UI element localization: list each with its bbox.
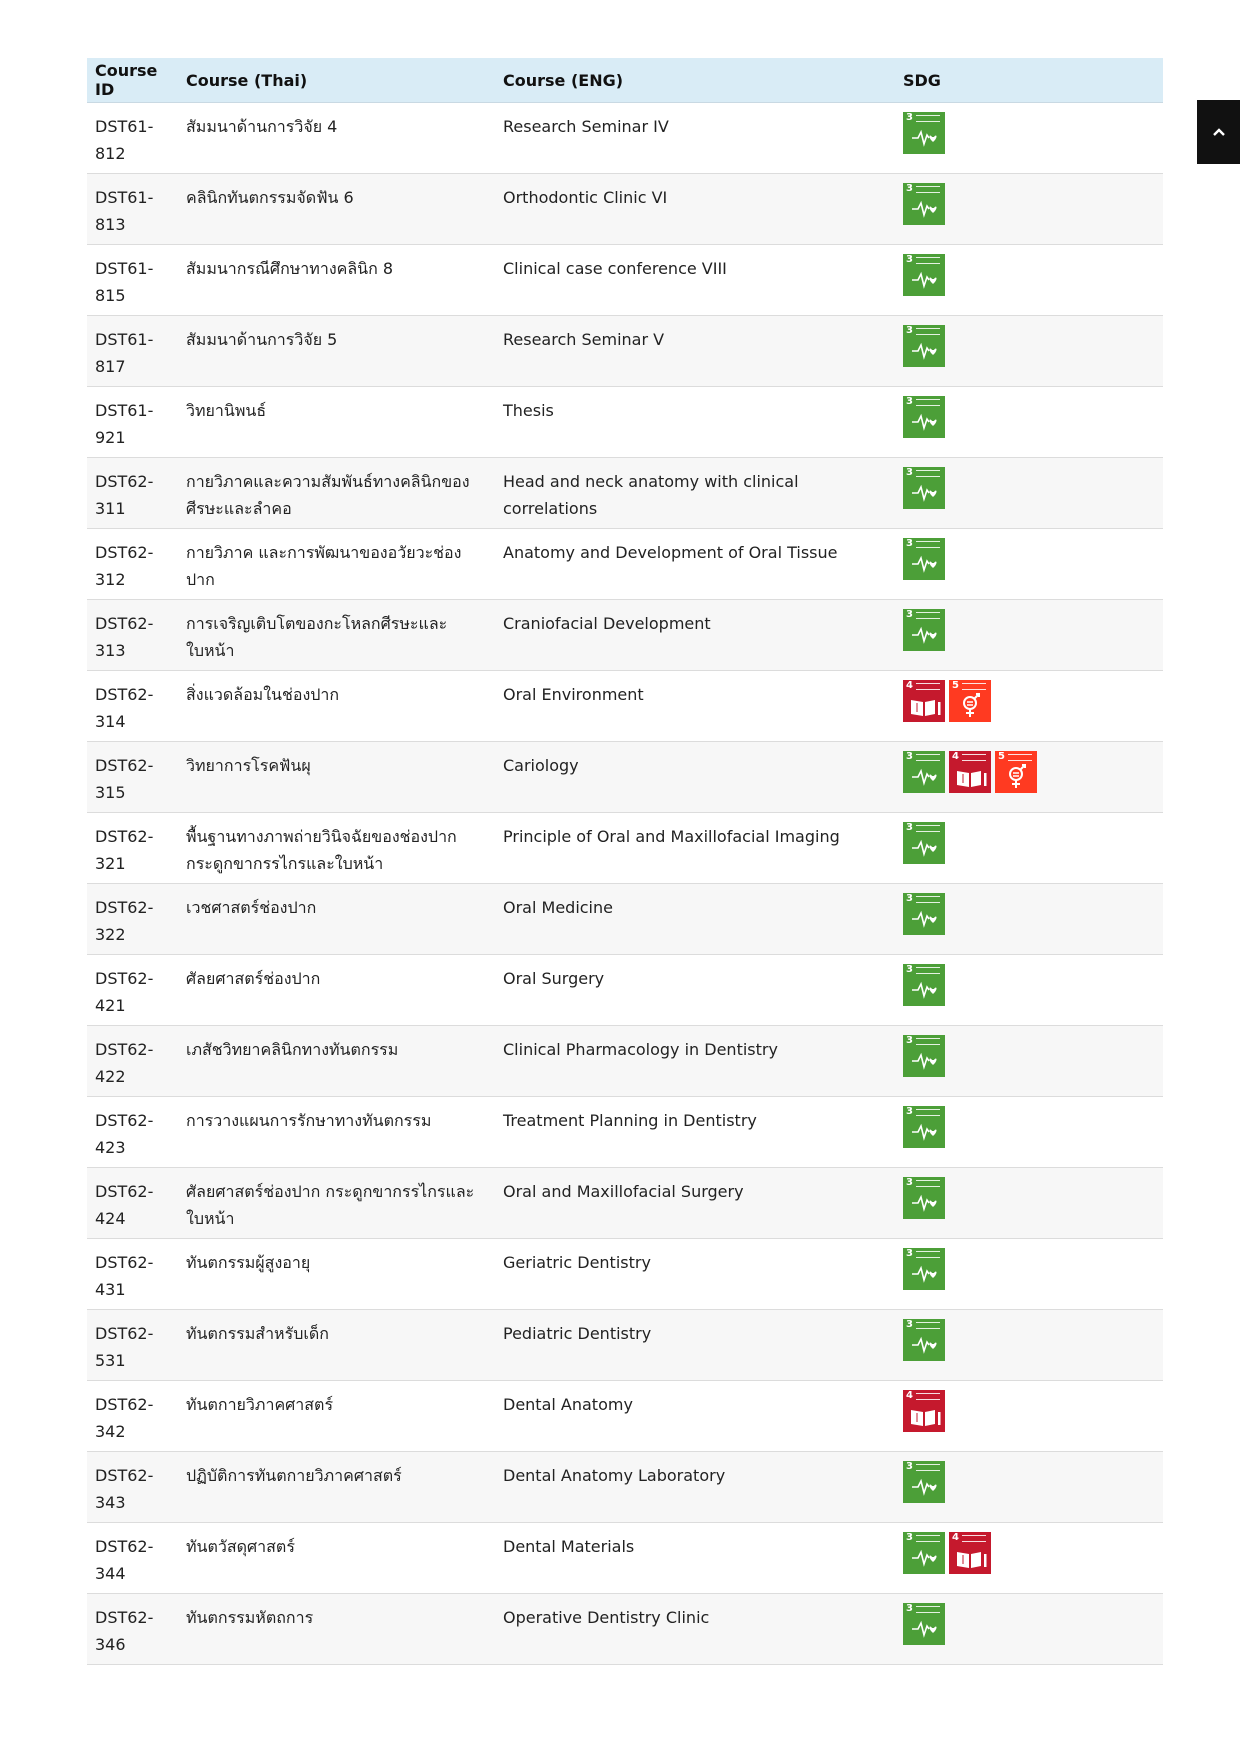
table-row bbox=[87, 1239, 1163, 1310]
sdg-number: 3 bbox=[906, 1319, 913, 1330]
course-id-cell: DST62-312 bbox=[87, 529, 178, 600]
course-id-cell: DST62-344 bbox=[87, 1523, 178, 1594]
sdg-number: 3 bbox=[906, 183, 913, 194]
sdg-number: 3 bbox=[906, 1177, 913, 1188]
course-eng-cell: Oral Environment bbox=[495, 671, 895, 742]
course-sdg-table bbox=[87, 58, 1163, 1665]
course-eng-cell: Research Seminar IV bbox=[495, 103, 895, 174]
course-eng-cell: Craniofacial Development bbox=[495, 600, 895, 671]
sdg-3-health-heartbeat-icon[interactable] bbox=[903, 609, 945, 651]
sdg-3-health-heartbeat-icon[interactable] bbox=[903, 1035, 945, 1077]
sdg-cell bbox=[895, 884, 1163, 955]
table-row bbox=[87, 1168, 1163, 1239]
table-row bbox=[87, 245, 1163, 316]
table-row bbox=[87, 1452, 1163, 1523]
course-thai-cell: สิ่งแวดล้อมในช่องปาก bbox=[178, 671, 495, 742]
table-row bbox=[87, 103, 1163, 174]
sdg-cell bbox=[895, 245, 1163, 316]
course-id-cell: DST62-313 bbox=[87, 600, 178, 671]
table-row bbox=[87, 458, 1163, 529]
sdg-number: 3 bbox=[906, 1461, 913, 1472]
sdg-3-health-heartbeat-icon[interactable] bbox=[903, 1177, 945, 1219]
table-row bbox=[87, 1097, 1163, 1168]
sdg-cell bbox=[895, 671, 1163, 742]
sdg-3-health-heartbeat-icon[interactable] bbox=[903, 751, 945, 793]
sdg-number: 3 bbox=[906, 1248, 913, 1259]
sdg-4-education-book-icon[interactable] bbox=[949, 1532, 991, 1574]
sdg-title-lines bbox=[916, 1180, 940, 1187]
course-id-cell: DST62-315 bbox=[87, 742, 178, 813]
course-id-cell: DST61-812 bbox=[87, 103, 178, 174]
course-thai-cell: การเจริญเติบโตของกะโหลกศีรษะและใบหน้า bbox=[178, 600, 495, 671]
course-eng-cell: Clinical Pharmacology in Dentistry bbox=[495, 1026, 895, 1097]
course-id-cell: DST62-314 bbox=[87, 671, 178, 742]
sdg-number: 3 bbox=[906, 1603, 913, 1614]
course-eng-cell: Dental Materials bbox=[495, 1523, 895, 1594]
course-id-cell: DST62-311 bbox=[87, 458, 178, 529]
scroll-to-top-button[interactable] bbox=[1197, 100, 1240, 164]
sdg-title-lines bbox=[962, 1535, 986, 1542]
course-id-cell: DST62-431 bbox=[87, 1239, 178, 1310]
course-thai-cell: สัมมนาด้านการวิจัย 5 bbox=[178, 316, 495, 387]
course-eng-cell: Clinical case conference VIII bbox=[495, 245, 895, 316]
sdg-cell bbox=[895, 1452, 1163, 1523]
table-row bbox=[87, 1026, 1163, 1097]
header-course-eng: Course (ENG) bbox=[495, 58, 895, 103]
sdg-title-lines bbox=[916, 1535, 940, 1542]
sdg-cell bbox=[895, 316, 1163, 387]
sdg-number: 4 bbox=[906, 680, 913, 691]
sdg-3-health-heartbeat-icon[interactable] bbox=[903, 1461, 945, 1503]
course-id-cell: DST62-531 bbox=[87, 1310, 178, 1381]
sdg-title-lines bbox=[916, 328, 940, 335]
table-body bbox=[87, 103, 1163, 1665]
sdg-3-health-heartbeat-icon[interactable] bbox=[903, 893, 945, 935]
sdg-number: 3 bbox=[906, 1035, 913, 1046]
sdg-title-lines bbox=[916, 115, 940, 122]
sdg-title-lines bbox=[916, 896, 940, 903]
sdg-title-lines bbox=[916, 1464, 940, 1471]
sdg-title-lines bbox=[916, 1322, 940, 1329]
sdg-cell bbox=[895, 1310, 1163, 1381]
sdg-title-lines bbox=[916, 541, 940, 548]
sdg-4-education-book-icon[interactable] bbox=[903, 680, 945, 722]
course-id-cell: DST61-813 bbox=[87, 174, 178, 245]
sdg-3-health-heartbeat-icon[interactable] bbox=[903, 1532, 945, 1574]
course-thai-cell: ศัลยศาสตร์ช่องปาก bbox=[178, 955, 495, 1026]
sdg-number: 3 bbox=[906, 893, 913, 904]
course-id-cell: DST61-817 bbox=[87, 316, 178, 387]
sdg-cell bbox=[895, 1239, 1163, 1310]
sdg-title-lines bbox=[916, 257, 940, 264]
table-row bbox=[87, 316, 1163, 387]
course-id-cell: DST62-346 bbox=[87, 1594, 178, 1665]
course-id-cell: DST62-421 bbox=[87, 955, 178, 1026]
table-row bbox=[87, 387, 1163, 458]
course-id-cell: DST62-343 bbox=[87, 1452, 178, 1523]
course-thai-cell: เภสัชวิทยาคลินิกทางทันตกรรม bbox=[178, 1026, 495, 1097]
sdg-3-health-heartbeat-icon[interactable] bbox=[903, 467, 945, 509]
sdg-3-health-heartbeat-icon[interactable] bbox=[903, 1248, 945, 1290]
sdg-title-lines bbox=[916, 1393, 940, 1400]
sdg-title-lines bbox=[916, 1038, 940, 1045]
course-id-cell: DST62-342 bbox=[87, 1381, 178, 1452]
sdg-3-health-heartbeat-icon[interactable] bbox=[903, 325, 945, 367]
sdg-title-lines bbox=[916, 754, 940, 761]
sdg-5-gender-equality-icon[interactable] bbox=[949, 680, 991, 722]
course-thai-cell: ปฏิบัติการทันตกายวิภาคศาสตร์ bbox=[178, 1452, 495, 1523]
course-eng-cell: Cariology bbox=[495, 742, 895, 813]
sdg-title-lines bbox=[916, 1251, 940, 1258]
course-eng-cell: Thesis bbox=[495, 387, 895, 458]
sdg-title-lines bbox=[916, 683, 940, 690]
sdg-3-health-heartbeat-icon[interactable] bbox=[903, 1319, 945, 1361]
course-eng-cell: Anatomy and Development of Oral Tissue bbox=[495, 529, 895, 600]
course-id-cell: DST62-424 bbox=[87, 1168, 178, 1239]
sdg-title-lines bbox=[916, 186, 940, 193]
sdg-4-education-book-icon[interactable] bbox=[903, 1390, 945, 1432]
sdg-cell bbox=[895, 742, 1163, 813]
table-row bbox=[87, 813, 1163, 884]
course-eng-cell: Pediatric Dentistry bbox=[495, 1310, 895, 1381]
sdg-number: 3 bbox=[906, 822, 913, 833]
sdg-title-lines bbox=[916, 470, 940, 477]
course-thai-cell: ทันตกรรมผู้สูงอายุ bbox=[178, 1239, 495, 1310]
course-eng-cell: Principle of Oral and Maxillofacial Imaging bbox=[495, 813, 895, 884]
table-header bbox=[87, 58, 1163, 103]
sdg-number: 3 bbox=[906, 467, 913, 478]
course-eng-cell: Dental Anatomy bbox=[495, 1381, 895, 1452]
course-thai-cell: ศัลยศาสตร์ช่องปาก กระดูกขากรรไกรและใบหน้า bbox=[178, 1168, 495, 1239]
sdg-number: 5 bbox=[998, 751, 1005, 762]
table-row bbox=[87, 1523, 1163, 1594]
sdg-number: 3 bbox=[906, 538, 913, 549]
table-row bbox=[87, 174, 1163, 245]
sdg-3-health-heartbeat-icon[interactable] bbox=[903, 964, 945, 1006]
header-course-id: Course ID bbox=[87, 58, 178, 103]
course-thai-cell: ทันตกรรมสำหรับเด็ก bbox=[178, 1310, 495, 1381]
sdg-3-health-heartbeat-icon[interactable] bbox=[903, 112, 945, 154]
table-row bbox=[87, 884, 1163, 955]
sdg-cell bbox=[895, 387, 1163, 458]
course-id-cell: DST61-921 bbox=[87, 387, 178, 458]
course-id-cell: DST61-815 bbox=[87, 245, 178, 316]
course-eng-cell: Head and neck anatomy with clinical correlations bbox=[495, 458, 895, 529]
course-id-cell: DST62-422 bbox=[87, 1026, 178, 1097]
sdg-number: 4 bbox=[952, 1532, 959, 1543]
sdg-cell bbox=[895, 458, 1163, 529]
sdg-cell bbox=[895, 1523, 1163, 1594]
sdg-title-lines bbox=[916, 399, 940, 406]
course-id-cell: DST62-423 bbox=[87, 1097, 178, 1168]
course-eng-cell: Oral Medicine bbox=[495, 884, 895, 955]
sdg-number: 3 bbox=[906, 396, 913, 407]
course-thai-cell: วิทยาการโรคฟันผุ bbox=[178, 742, 495, 813]
sdg-number: 3 bbox=[906, 609, 913, 620]
course-id-cell: DST62-322 bbox=[87, 884, 178, 955]
course-eng-cell: Treatment Planning in Dentistry bbox=[495, 1097, 895, 1168]
course-thai-cell: การวางแผนการรักษาทางทันตกรรม bbox=[178, 1097, 495, 1168]
course-thai-cell: พื้นฐานทางภาพถ่ายวินิจฉัยของช่องปาก กระดูกขากรรไกรและใบหน้า bbox=[178, 813, 495, 884]
sdg-title-lines bbox=[962, 754, 986, 761]
sdg-number: 3 bbox=[906, 325, 913, 336]
sdg-cell bbox=[895, 1381, 1163, 1452]
sdg-3-health-heartbeat-icon[interactable] bbox=[903, 183, 945, 225]
course-id-cell: DST62-321 bbox=[87, 813, 178, 884]
table-row bbox=[87, 742, 1163, 813]
sdg-cell bbox=[895, 174, 1163, 245]
sdg-4-education-book-icon[interactable] bbox=[949, 751, 991, 793]
sdg-5-gender-equality-icon[interactable] bbox=[995, 751, 1037, 793]
sdg-title-lines bbox=[916, 967, 940, 974]
course-eng-cell: Oral Surgery bbox=[495, 955, 895, 1026]
course-thai-cell: วิทยานิพนธ์ bbox=[178, 387, 495, 458]
course-thai-cell: ทันตวัสดุศาสตร์ bbox=[178, 1523, 495, 1594]
sdg-3-health-heartbeat-icon[interactable] bbox=[903, 822, 945, 864]
sdg-cell bbox=[895, 955, 1163, 1026]
sdg-cell bbox=[895, 1168, 1163, 1239]
course-thai-cell: สัมมนากรณีศึกษาทางคลินิก 8 bbox=[178, 245, 495, 316]
sdg-3-health-heartbeat-icon[interactable] bbox=[903, 1603, 945, 1645]
sdg-number: 4 bbox=[952, 751, 959, 762]
sdg-number: 5 bbox=[952, 680, 959, 691]
sdg-cell bbox=[895, 1026, 1163, 1097]
sdg-cell bbox=[895, 1594, 1163, 1665]
sdg-cell bbox=[895, 103, 1163, 174]
course-eng-cell: Orthodontic Clinic VI bbox=[495, 174, 895, 245]
sdg-cell bbox=[895, 813, 1163, 884]
sdg-number: 3 bbox=[906, 1106, 913, 1117]
sdg-cell bbox=[895, 600, 1163, 671]
course-eng-cell: Dental Anatomy Laboratory bbox=[495, 1452, 895, 1523]
sdg-3-health-heartbeat-icon[interactable] bbox=[903, 396, 945, 438]
sdg-title-lines bbox=[916, 1109, 940, 1116]
table-row bbox=[87, 1594, 1163, 1665]
header-row bbox=[87, 58, 1163, 103]
course-thai-cell: ทันตกายวิภาคศาสตร์ bbox=[178, 1381, 495, 1452]
course-thai-cell: สัมมนาด้านการวิจัย 4 bbox=[178, 103, 495, 174]
sdg-3-health-heartbeat-icon[interactable] bbox=[903, 1106, 945, 1148]
sdg-number: 3 bbox=[906, 112, 913, 123]
sdg-number: 4 bbox=[906, 1390, 913, 1401]
table-row bbox=[87, 955, 1163, 1026]
sdg-title-lines bbox=[916, 825, 940, 832]
sdg-3-health-heartbeat-icon[interactable] bbox=[903, 538, 945, 580]
header-course-thai: Course (Thai) bbox=[178, 58, 495, 103]
course-thai-cell: คลินิกทันตกรรมจัดฟัน 6 bbox=[178, 174, 495, 245]
sdg-number: 3 bbox=[906, 751, 913, 762]
course-thai-cell: เวชศาสตร์ช่องปาก bbox=[178, 884, 495, 955]
table-row bbox=[87, 1381, 1163, 1452]
sdg-cell bbox=[895, 1097, 1163, 1168]
table-row bbox=[87, 529, 1163, 600]
chevron-up-icon bbox=[1212, 127, 1226, 137]
sdg-number: 3 bbox=[906, 254, 913, 265]
course-table-container bbox=[87, 58, 1163, 1665]
sdg-number: 3 bbox=[906, 964, 913, 975]
course-thai-cell: กายวิภาค และการพัฒนาของอวัยวะช่องปาก bbox=[178, 529, 495, 600]
sdg-title-lines bbox=[962, 683, 986, 690]
sdg-3-health-heartbeat-icon[interactable] bbox=[903, 254, 945, 296]
course-eng-cell: Oral and Maxillofacial Surgery bbox=[495, 1168, 895, 1239]
table-row bbox=[87, 671, 1163, 742]
course-thai-cell: ทันตกรรมหัตถการ bbox=[178, 1594, 495, 1665]
header-sdg: SDG bbox=[895, 58, 1163, 103]
course-eng-cell: Operative Dentistry Clinic bbox=[495, 1594, 895, 1665]
sdg-title-lines bbox=[916, 612, 940, 619]
sdg-title-lines bbox=[916, 1606, 940, 1613]
sdg-cell bbox=[895, 529, 1163, 600]
course-eng-cell: Research Seminar V bbox=[495, 316, 895, 387]
sdg-title-lines bbox=[1008, 754, 1032, 761]
sdg-number: 3 bbox=[906, 1532, 913, 1543]
course-eng-cell: Geriatric Dentistry bbox=[495, 1239, 895, 1310]
table-row bbox=[87, 600, 1163, 671]
course-thai-cell: กายวิภาคและความสัมพันธ์ทางคลินิกของศีรษะและลำคอ bbox=[178, 458, 495, 529]
table-row bbox=[87, 1310, 1163, 1381]
